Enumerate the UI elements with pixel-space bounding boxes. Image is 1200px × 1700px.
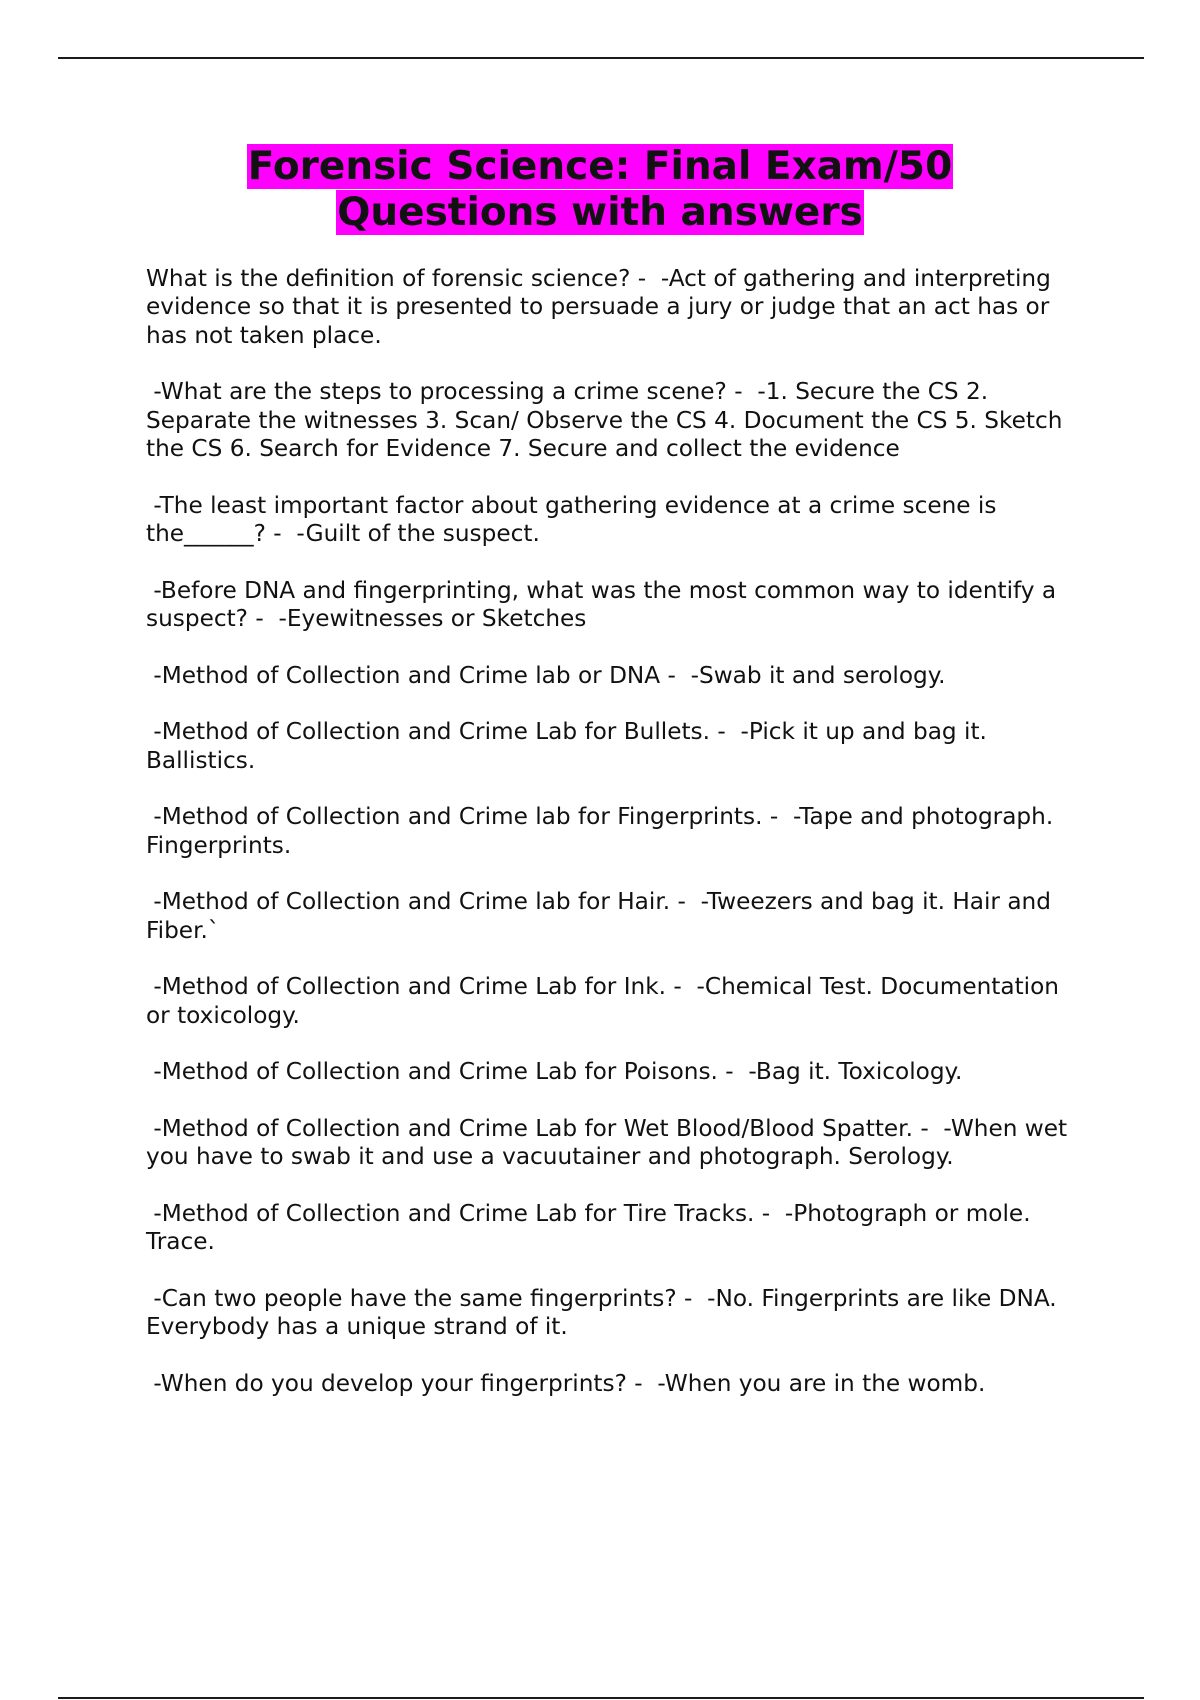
qa-entry-14: -When do you develop your fingerprints? - -When you are in the womb. — [146, 1370, 986, 1397]
qa-entry-2: -What are the steps to processing a crime scene? - -1. Secure the CS 2. Separate the witnesses 3. Scan/ Observe the CS 4. Document the CS 5. Sketch the CS 6. Search for Evidence 7. Secure and collect the evidence — [146, 378, 1070, 463]
qa-entry-13: -Can two people have the same fingerprints? - -No. Fingerprints are like DNA. Everybody has a unique strand of it. — [146, 1285, 1065, 1341]
bottom-divider — [58, 1697, 1144, 1699]
qa-entry-1: What is the definition of forensic science? - -Act of gathering and interpreting evidence so that it is presented to persuade a jury or judge that an act has or has not taken place. — [146, 265, 1059, 349]
document-title — [0, 144, 1200, 236]
top-divider — [58, 57, 1144, 59]
qa-entry-12: -Method of Collection and Crime Lab for Tire Tracks. - -Photograph or mole. Trace. — [146, 1200, 1038, 1256]
qa-entry-9: -Method of Collection and Crime Lab for Ink. - -Chemical Test. Documentation or toxicology. — [146, 973, 1067, 1029]
qa-entry-5: -Method of Collection and Crime lab or DNA - -Swab it and serology. — [146, 661, 946, 689]
question-answer-list — [146, 265, 1086, 1427]
qa-entry-11: -Method of Collection and Crime Lab for Wet Blood/Blood Spatter. - -When wet you have to swab it and use a vacuutainer and photograph. Serology. — [146, 1115, 1075, 1171]
qa-entry-10: -Method of Collection and Crime Lab for Poisons. - -Bag it. Toxicology. — [146, 1058, 963, 1086]
qa-entry-8: -Method of Collection and Crime lab for Hair. - -Tweezers and bag it. Hair and Fiber.` — [146, 888, 1059, 944]
qa-entry-4: -Before DNA and fingerprinting, what was the most common way to identify a suspect? - -Eyewitnesses or Sketches — [146, 576, 1064, 633]
qa-entry-6: -Method of Collection and Crime Lab for Bullets. - -Pick it up and bag it. Ballistics. — [146, 718, 995, 774]
title-line-1: Forensic Science: Final Exam/50 — [247, 144, 953, 189]
title-line-2: Questions with answers — [337, 190, 863, 235]
qa-entry-7: -Method of Collection and Crime lab for Fingerprints. - -Tape and photograph. Fingerprints. — [146, 803, 1061, 859]
qa-entry-3: -The least important factor about gathering evidence at a crime scene is the______? - -Guilt of the suspect. — [146, 491, 1004, 548]
